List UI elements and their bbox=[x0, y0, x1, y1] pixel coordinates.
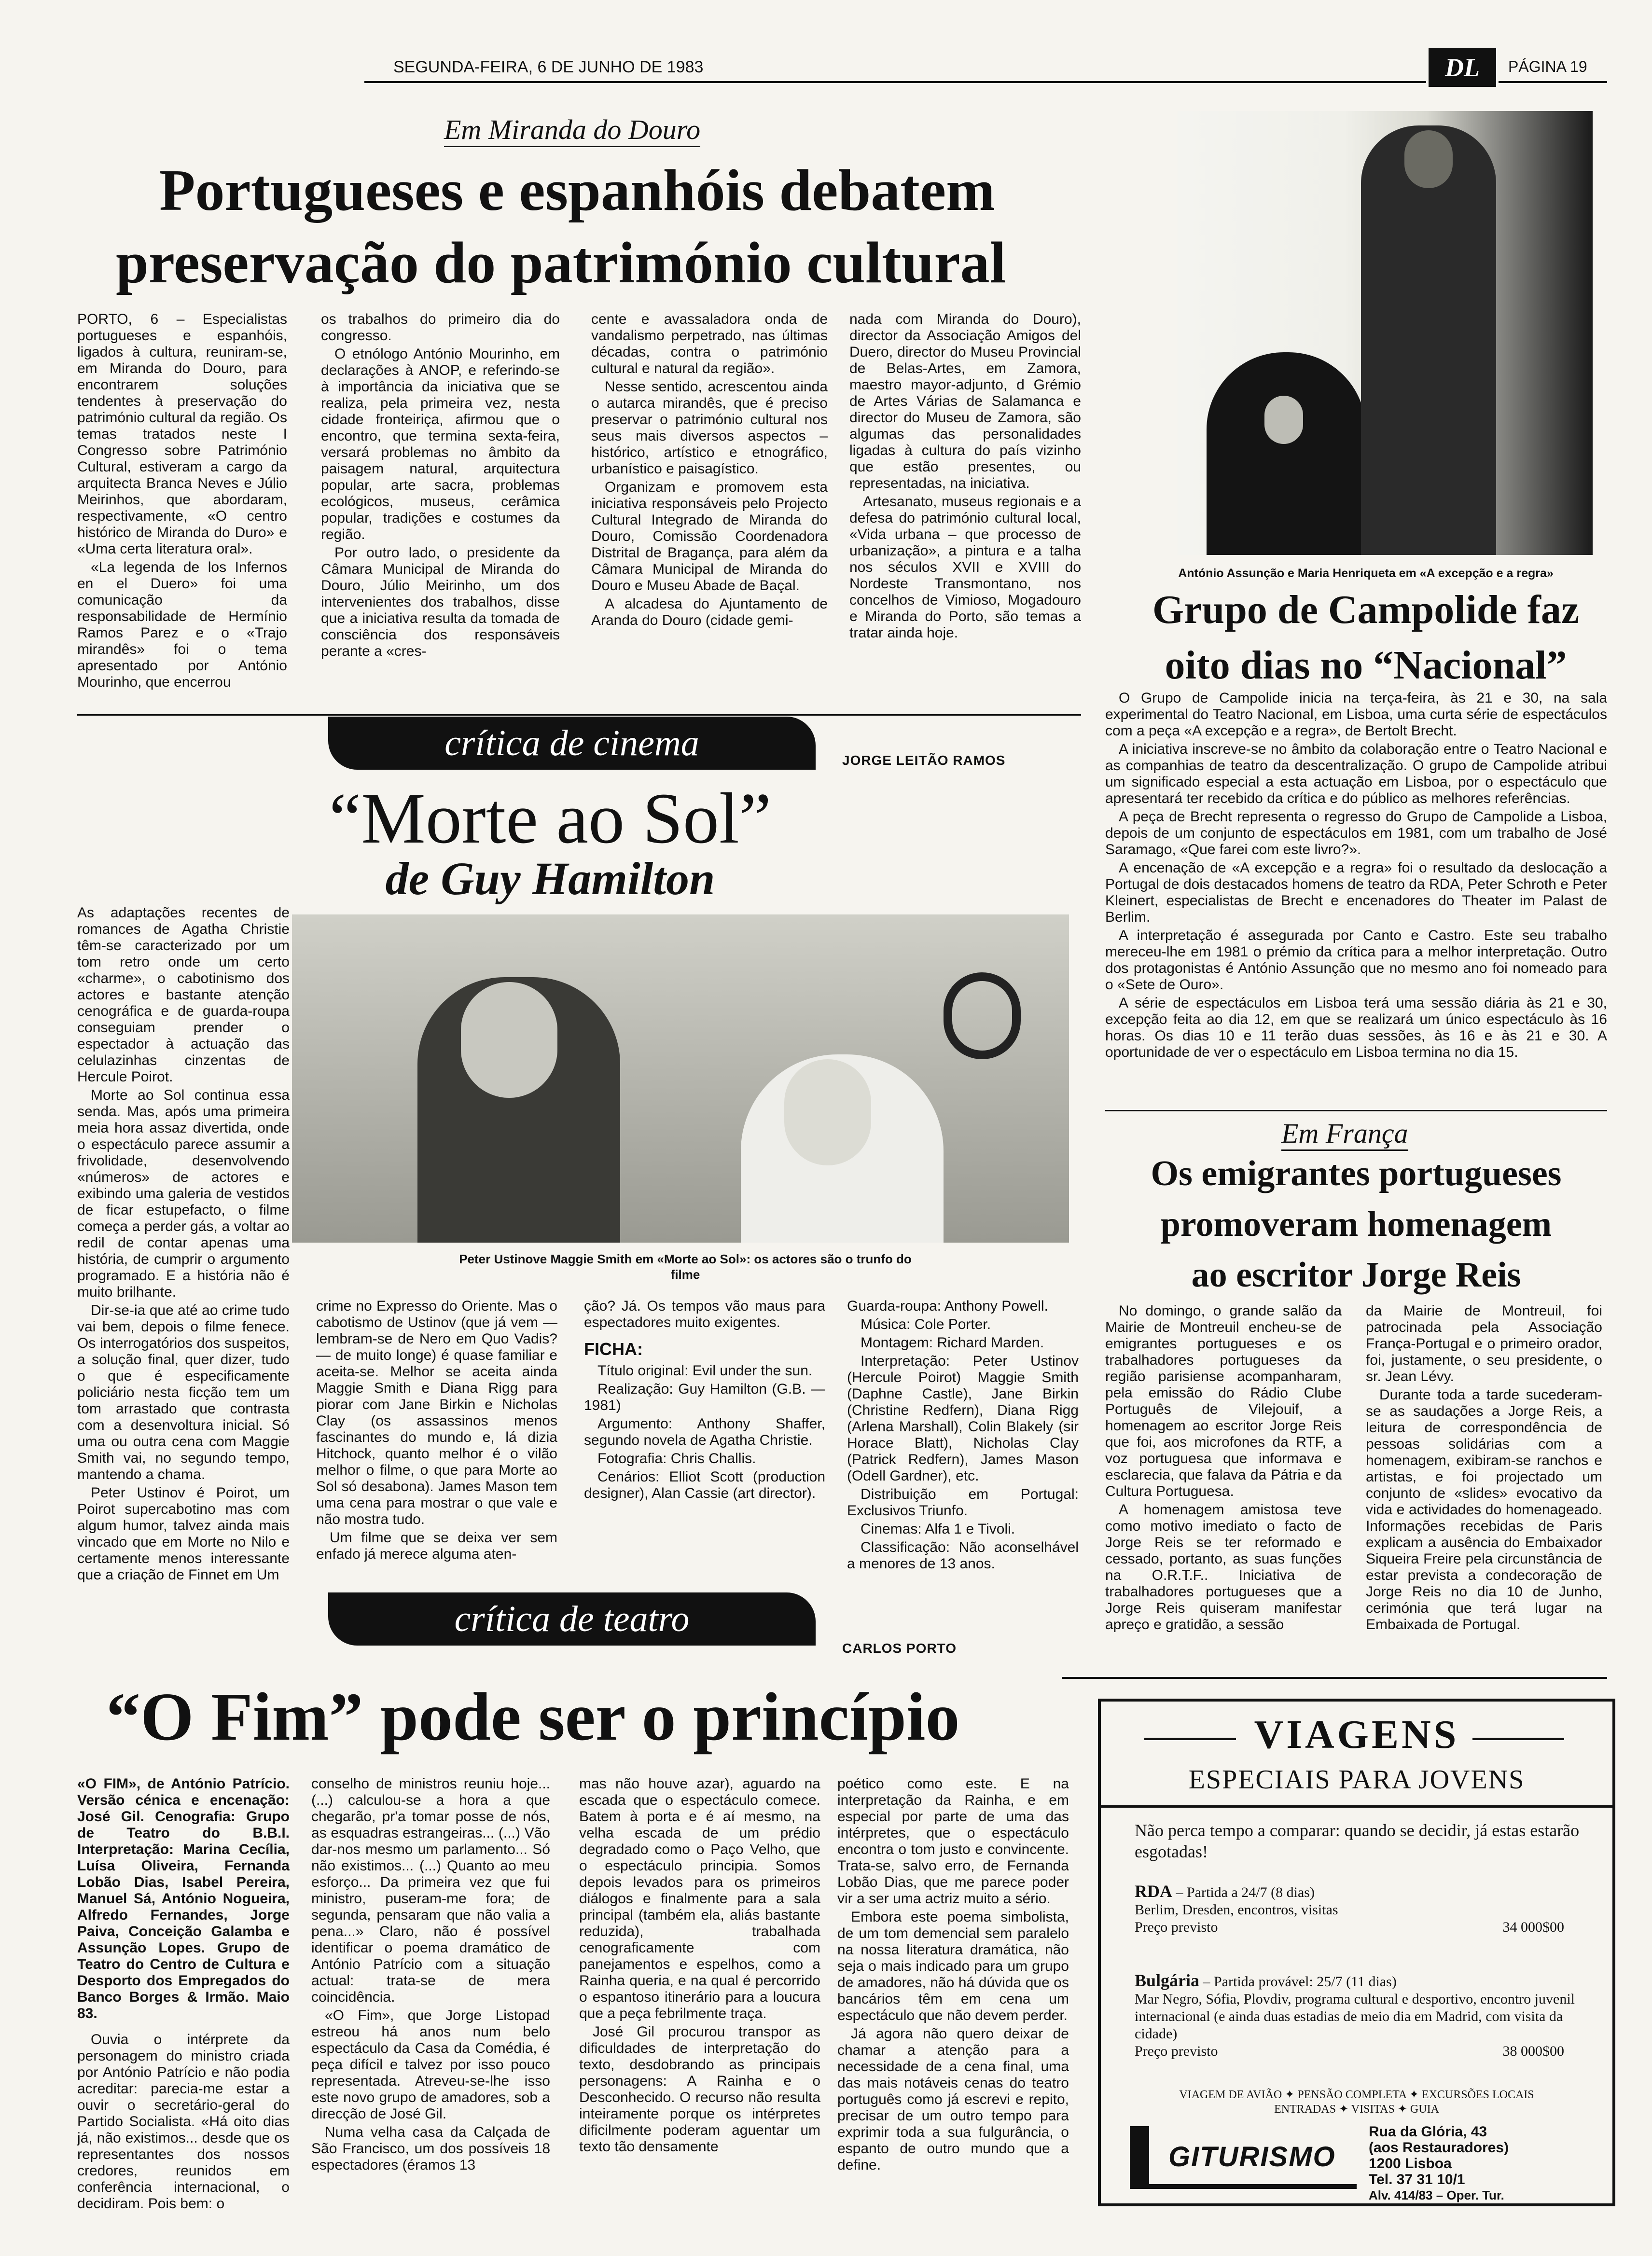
article4-title-line2: promoveram homenagem bbox=[1160, 1204, 1552, 1244]
agency-address-line: Rua da Glória, 43 bbox=[1369, 2124, 1487, 2140]
ficha-item: Argumento: Anthony Shaffer, segundo novela de Agatha Christie. bbox=[584, 1416, 825, 1448]
theatre-paragraph: Embora este poema simbolista, de um tom demencial sem paralelo na nossa literatura dramática, não seja o mais indicado para um grupo de amadores, não há dúvida que os bancários têm em cena um espectáculo que não devem perder. bbox=[837, 1909, 1069, 2023]
ad-bul-price-label: Preço previsto bbox=[1135, 2043, 1218, 2059]
cinema-paragraph: Morte ao Sol continua essa senda. Mas, após uma primeira meia hora assaz divertida, onde o espectáculo parece assumir a frivolidade, desenvolvendo «números» de actores e exibindo uma galeria de vestidos de ficar estupefacto, o filme começa a perder gás, a voltar ao redil de contar apenas uma história, de cumprir o argumento programado. E a história não é muito brilhante. bbox=[77, 1087, 290, 1300]
agency-address-line: 1200 Lisboa bbox=[1369, 2156, 1452, 2172]
ad-header-rule bbox=[1101, 1805, 1612, 1808]
ficha-item: Cinemas: Alfa 1 e Tivoli. bbox=[861, 1521, 1015, 1537]
ad-title-rule-right bbox=[1472, 1738, 1564, 1740]
agency-license: Alv. 414/83 – Oper. Tur. bbox=[1369, 2188, 1504, 2202]
article1-kicker: Em Miranda do Douro bbox=[444, 113, 700, 147]
travel-ad bbox=[1098, 1699, 1615, 2206]
theatre-paragraph: Já agora não quero deixar de chamar a atenção para a necessidade de a cena final, uma das mais notáveis cenas do teatro português como já escrevi e repito, precisar de um outro tempo para exprimir toda a sua fulgurância, o espanto de outro mundo que a define. bbox=[837, 2026, 1069, 2173]
ad-bul-price: 38 000$00 bbox=[1502, 2043, 1564, 2059]
article1-paragraph: Por outro lado, o presidente da Câmara Municipal de Miranda do Douro, Júlio Meirinho, um dos intervenientes dos trabalhos, disse que a iniciativa resulta da tomada de consciência dos responsáveis perante a «cres- bbox=[321, 545, 560, 659]
ficha-item: Cenários: Elliot Scott (production designer), Alan Cassie (art director). bbox=[584, 1469, 825, 1501]
ad-bul-line2: Mar Negro, Sófia, Plovdiv, programa cultural e desportivo, encontro juvenil internacional (e ainda duas estadias de meio dia em Madrid, com visita da cidade) bbox=[1135, 1991, 1575, 2042]
theatre-column-3 bbox=[579, 1776, 820, 2157]
cinema-paragraph: ção? Já. Os tempos vão maus para espectadores muito exigentes. bbox=[584, 1298, 825, 1330]
cinema-paragraph: Dir-se-ia que até ao crime tudo vai bem, depois o filme fenece. Os interrogatórios dos suspeitos, a solução final, quer dizer, tudo o que é especificamente policiário nesta ficção tem um tom arrastado que contrasta com a desenvoltura inicial. Só uma ou outra cena com Maggie Smith vai, no segundo tempo, mantendo a chama. bbox=[77, 1302, 290, 1482]
article1-column-2 bbox=[321, 311, 560, 662]
figure-woman bbox=[1207, 352, 1366, 555]
article4-paragraph: Durante toda a tarde sucederam-se as saudações a Jorge Reis, a leitura de correspondência de pessoas solidárias com a homenagem, exibiram-se ranchos e artistas, e foi projectado um conjunto de «slides» evocativo da vida e actividades do homenageado. Informações recebidas de Paris explicam a ausência do Embaixador Siqueira Freire pela circunstância de estar prevista a condecoração de Jorge Reis no dia 10 de Junho, cerimónia que terá lugar na Embaixada de Portugal. bbox=[1366, 1387, 1602, 1633]
figure-man-face bbox=[1404, 130, 1453, 188]
newspaper-logo: DL bbox=[1429, 48, 1496, 87]
cinema-column-1 bbox=[77, 905, 290, 1585]
theatre-paragraph: Ouvia o intérprete da personagem do ministro criada por António Patrício e não podia acreditar: parecia-me estar a ouvir o secretário-geral do Partido Socialista. «Há oito dias já, não existimos... desde que os representantes dos nossos credores, reunidos em conferência internacional, o decidiram. Pois bem: o bbox=[77, 2032, 290, 2212]
cinema-paragraph: Um filme que se deixa ver sem enfado já merece alguma aten- bbox=[316, 1530, 557, 1562]
article4-paragraph: No domingo, o grande salão da Mairie de Montreuil encheu-se de emigrantes portugueses e os trabalhadores portugueses da região parisiense acompanharam, pela emissão do Rádio Clube Português de Vilejouif, a homenagem ao escritor Jorge Reis que foi, aos microfones da RTF, a voz portuguesa que informava e esclarecia, que falava da Pátria e da Cultura Portuguesa. bbox=[1105, 1303, 1342, 1499]
theatre-photo bbox=[1178, 111, 1593, 555]
cinema-column-3 bbox=[584, 1298, 825, 1504]
ad-rda-block bbox=[1135, 1882, 1593, 1936]
cinema-byline: JORGE LEITÃO RAMOS bbox=[842, 753, 1006, 768]
ficha-item: Realização: Guy Hamilton (G.B. — 1981) bbox=[584, 1381, 825, 1413]
article2-paragraph: A peça de Brecht representa o regresso do Grupo de Campolide a Lisboa, depois de um conjunto de espectáculos em 1981, com um trabalho de José Saramago, «Que farei com este livro?». bbox=[1105, 809, 1607, 858]
ficha-item: Interpretação: Peter Ustinov (Hercule Poirot) Maggie Smith (Daphne Castle), Jane Birkin (Christine Redfern), Diana Rigg (Arlena Marshall), Colin Blakely (sir Horace Blatt), Nicholas Clay (Patrick Redfern), James Mason (Odell Gardner), etc. bbox=[847, 1353, 1079, 1484]
ad-rda-line1: – Partida a 24/7 (8 dias) bbox=[1176, 1884, 1315, 1900]
article2-paragraph: A iniciativa inscreve-se no âmbito da colaboração entre o Teatro Nacional e as companhias de teatro da descentralização. O grupo de Campolide atribui um significado especial a esta actuação em Lisboa, por o espectáculo que apresentará ter recebido da crítica e do público as melhores referências. bbox=[1105, 741, 1607, 806]
ad-title-rule-left bbox=[1144, 1738, 1236, 1740]
ad-bul-title: Bulgária bbox=[1135, 1971, 1200, 1990]
article4-paragraph: da Mairie de Montreuil, foi patrocinada pela Associação França-Portugal e o primeiro orador, foi, justamente, o seu presidente, o sr. Jean Lévy. bbox=[1366, 1303, 1602, 1384]
article1-paragraph: Organizam e promovem esta iniciativa responsáveis pelo Projecto Cultural Integrado de Miranda do Douro, Comissão Coordenadora Distrital de Bragança, para além da Câmara Municipal de Miranda do Douro e Museu Abade de Baçal. bbox=[591, 479, 828, 594]
article1-paragraph: «La legenda de los Infernos en el Duero» foi uma comunicação da responsabilidade de Hermínio Ramos Parez e o «Trajo mirandês» foi o tema apresentado por António Mourinho, que encerrou bbox=[77, 559, 287, 690]
article1-paragraph: PORTO, 6 – Especialistas portugueses e espanhóis, ligados à cultura, reuniram-se, em Miranda do Douro, para encontrarem soluções tendentes à preservação do património cultural da região. Os temas tratados neste I Congresso sobre Património Cultural, estiveram a cargo da arquitecta Branca Neves e Júlio Meirinhos, que abordaram, respectivamente, «O centro histórico de Miranda do Duro» e «Uma certa literatura oral». bbox=[77, 311, 287, 557]
article4-paragraph: A homenagem amistosa teve como motivo imediato o facto de Jorge Reis se ter reformado e cessado, portanto, as suas funções na O.R.T.F.. Iniciativa de trabalhadores portugueses que a Jorge Reis quiseram manifestar apreço e gratidão, a sessão bbox=[1105, 1502, 1342, 1633]
theatre-paragraph: conselho de ministros reuniu hoje... (...) calculou-se a hora a que chegarão, pr'a tomar posse de nós, as esquadras estrangeiras... (...) Vão dar-nos mesmo um parlamento... Só não existimos... (...) Quanto ao meu esforço... Da primeira vez que fui ministro, puseram-me fora; de segunda, pensaram que não valia a pena...» Claro, não é possível identificar o poema dramático de António Patrício com a situação actual: trata-se de mera coincidência. bbox=[311, 1776, 550, 2005]
theatre-credits: «O FIM», de António Patrício. Versão cénica e encenação: José Gil. Cenografia: Grupo de Teatro do B.B.I. Interpretação: Marina Cecília, Luísa Oliveira, Fernanda Lobão Dias, Isabel Pereira, Manuel Sá, António Nogueira, Alfredo Fernandes, Jorge Paiva, Conceição Galamba e Assunção Lopes. Grupo de Teatro do Centro de Cultura e Desporto dos Empregados do Banco Borges & Irmão. Maio 83. bbox=[77, 1776, 290, 2021]
agency-phone: Tel. 37 31 10/1 bbox=[1369, 2172, 1465, 2187]
cinema-paragraph: Peter Ustinov é Poirot, um Poirot supercabotino mas com algum humor, talvez ainda mais vincado que em Morte no Nilo e certamente menos interessante que a criação de Finnet em Um bbox=[77, 1485, 290, 1583]
article2-paragraph: O Grupo de Campolide inicia na terça-feira, às 21 e 30, na sala experimental do Teatro Nacional, em Lisboa, uma curta série de espectáculos com a peça «A excepção e a regra», de Bertolt Brecht. bbox=[1105, 690, 1607, 739]
ficha-item: Distribuição em Portugal: Exclusivos Triunfo. bbox=[847, 1486, 1079, 1519]
article4-column-1 bbox=[1105, 1303, 1342, 1635]
ad-rda-title: RDA bbox=[1135, 1882, 1172, 1901]
ad-intro: Não perca tempo a comparar: quando se decidir, já estas estarão esgotadas! bbox=[1135, 1821, 1580, 1861]
cinema-column-2 bbox=[316, 1298, 557, 1564]
theatre-paragraph: mas não houve azar), aguardo na escada que o espectáculo comece. Batem à porta e é aí mesmo, na velha escada de um prédio degradado como o Paço Velho, que o espectáculo principia. Somos depois levados para os primeiros diálogos e finalmente para a sala principal (também ela, aliás bastante reduzida), trabalhada cenograficamente com panejamentos e espelhos, como a Rainha queria, e na qual é percorrido o espantoso itinerário para a loucura que a peça febrilmente traça. bbox=[579, 1776, 820, 2021]
ficha-label: FICHA: bbox=[584, 1339, 643, 1359]
theatre-paragraph: poético como este. E na interpretação da Rainha, e em especial por parte de uma das intérpretes, que o espectáculo encontra o tom justo e convincente. Trata-se, salvo erro, de Fernanda Lobão Dias, que me parece poder vir a ser uma actriz muito a sério. bbox=[837, 1776, 1069, 1907]
ficha-item: Título original: Evil under the sun. bbox=[597, 1363, 813, 1379]
ad-title: VIAGENS bbox=[1254, 1712, 1459, 1757]
cinema-section-banner: crítica de cinema bbox=[328, 717, 816, 770]
theatre-column-2 bbox=[311, 1776, 550, 2175]
ad-rda-line2: Berlim, Dresden, encontros, visitas bbox=[1135, 1902, 1338, 1918]
article1-paragraph: os trabalhos do primeiro dia do congresso. bbox=[321, 311, 560, 344]
theatre-paragraph: José Gil procurou transpor as dificuldades de interpretação do texto, desdobrando as principais personagens: A Rainha e o Desconhecido. O recurso não resulta inteiramente porque os intérpretes dificilmente poderam aguentar um texto tão densamente bbox=[579, 2024, 820, 2155]
page-number: PÁGINA 19 bbox=[1508, 58, 1587, 75]
film-still-right-face bbox=[784, 1059, 871, 1165]
cinema-paragraph: crime no Expresso do Oriente. Mas o cabotismo de Ustinov (que já vem — lembram-se de Nero em Quo Vadis? — de muito longe) é quase familiar e aceita-se. Melhor se aceita ainda Maggie Smith e Diana Rigg para piorar com Jane Birkin e Nicholas Clay (os assassinos menos fascinantes do mundo e, lá dizia Hitchock, quanto melhor é o vilão melhor o filme, o que para Morte ao Sol só desabona). James Mason tem uma cena para mostrar o que vale e não mostra tudo. bbox=[316, 1298, 557, 1527]
theatre-section-banner: crítica de teatro bbox=[328, 1592, 816, 1646]
article1-column-4 bbox=[849, 311, 1081, 643]
figure-face bbox=[1264, 396, 1303, 444]
agency-address bbox=[1369, 2124, 1600, 2203]
theatre-column-4 bbox=[837, 1776, 1069, 2175]
article4-title-line1: Os emigrantes portugueses bbox=[1151, 1154, 1562, 1193]
article1-column-1 bbox=[77, 311, 287, 692]
header-rule-right bbox=[1499, 81, 1607, 83]
article2-title-line2: oito dias no “Nacional” bbox=[1165, 643, 1567, 688]
ad-bul-line1: – Partida provável: 25/7 (11 dias) bbox=[1203, 1974, 1397, 1990]
theatre-paragraph: «O Fim», que Jorge Listopad estreou há anos num belo espectáculo da Casa da Comédia, é peça difícil e talvez por isso pouco representada. Atreveu-se-lhe isso este novo grupo de amadores, sob a direcção de José Gil. bbox=[311, 2007, 550, 2122]
article1-bottom-rule bbox=[77, 714, 1081, 716]
agency-address-line: (aos Restauradores) bbox=[1369, 2140, 1509, 2156]
article4-bottom-rule bbox=[1062, 1677, 1607, 1679]
article1-paragraph: Artesanato, museus regionais e a defesa do património cultural local, «Vida urbana – que processo de urbanização», a pintura e a talha nos séculos XVII e XVIII do Nordeste Transmontano, nos concelhos de Vimioso, Mogadouro e Miranda do Porto, são temas a tratar ainda hoje. bbox=[849, 494, 1081, 641]
article1-title-line2: preservação do património cultural bbox=[116, 230, 1006, 295]
theatre-title: “O Fim” pode ser o princípio bbox=[106, 1678, 960, 1755]
article2-title-line1: Grupo de Campolide faz bbox=[1152, 587, 1580, 632]
article2-paragraph: A série de espectáculos em Lisboa terá uma sessão diária às 21 e 30, excepção feita ao dia 12, em que se realizará um único espectáculo às 16 horas. Os dias 10 e 11 terão duas sessões, às 16 e às 21 e 30. A oportunidade de ver o espectáculo em Lisboa termina no dia 15. bbox=[1105, 995, 1607, 1060]
cinema-paragraph: As adaptações recentes de romances de Agatha Christie têm-se caracterizado por um tom retro onde um certo «charme», o cabotinismo dos actores e bastante atenção cenográfica e de guarda-roupa conseguiam prender o espectador à actuação das celulazinhas cinzentas de Hercule Poirot. bbox=[77, 905, 290, 1085]
cinema-title: “Morte ao Sol” bbox=[329, 778, 772, 858]
article2-bottom-rule bbox=[1105, 1110, 1607, 1111]
header-rule bbox=[364, 81, 1426, 83]
article4-column-2 bbox=[1366, 1303, 1602, 1635]
ficha-item: Guarda-roupa: Anthony Powell. bbox=[847, 1298, 1048, 1314]
ad-rda-price-label: Preço previsto bbox=[1135, 1919, 1218, 1935]
article4-kicker: Em França bbox=[1281, 1117, 1408, 1151]
article4-title-line3: ao escritor Jorge Reis bbox=[1191, 1255, 1521, 1295]
theatre-photo-caption: António Assunção e Maria Henriqueta em «A excepção e a regra» bbox=[1178, 567, 1554, 580]
article2-paragraph: A interpretação é assegurada por Canto e Castro. Este seu trabalho mereceu-lhe em 1981 o prémio da crítica para a melhor interpretação. Outro dos protagonistas é António Assunção que no mesmo ano foi nomeado para o «Sete de Ouro». bbox=[1105, 927, 1607, 993]
page-date: SEGUNDA-FEIRA, 6 DE JUNHO DE 1983 bbox=[393, 58, 704, 76]
ficha-item: Classificação: Não aconselhável a menores de 13 anos. bbox=[847, 1539, 1079, 1572]
theatre-column-1 bbox=[77, 1776, 290, 2214]
ficha-item: Fotografia: Chris Challis. bbox=[597, 1451, 756, 1467]
article1-column-3 bbox=[591, 311, 828, 631]
film-still-left-face bbox=[461, 982, 557, 1098]
ficha-item: Música: Cole Porter. bbox=[861, 1316, 991, 1332]
ad-footer-line2: ENTRADAS ✦ VISITAS ✦ GUIA bbox=[1274, 2103, 1439, 2116]
article1-paragraph: nada com Miranda do Douro), director da Associação Amigos del Duero, director do Museu Provincial de Belas-Artes, em Zamora, maestro mayor-adjunto, d Grémio de Artes Várias de Salamanca e director do Museu de Zamora, são algumas das personalidades ligadas à cultura do país vizinho que estão presentes, ou representadas, na iniciativa. bbox=[849, 311, 1081, 491]
film-still-caption: Peter Ustinove Maggie Smith em «Morte ao Sol»: os actores são o trunfo do filme bbox=[459, 1252, 912, 1282]
figure-man bbox=[1361, 125, 1496, 555]
theatre-byline: CARLOS PORTO bbox=[842, 1641, 957, 1656]
cinema-column-4 bbox=[847, 1298, 1079, 1574]
article2-body bbox=[1105, 690, 1607, 1063]
ad-footer-line1: VIAGEM DE AVIÃO ✦ PENSÃO COMPLETA ✦ EXCURSÕES LOCAIS bbox=[1179, 2089, 1534, 2101]
article1-paragraph: cente e avassaladora onda de vandalismo perpetrado, nas últimas décadas, contra o património cultural e natural da região». bbox=[591, 311, 828, 376]
ad-bulgaria-block bbox=[1135, 1972, 1593, 2060]
cinema-subtitle: de Guy Hamilton bbox=[385, 853, 715, 904]
ad-rda-price: 34 000$00 bbox=[1502, 1919, 1564, 1935]
agency-logo bbox=[1130, 2126, 1357, 2189]
theatre-paragraph: Numa velha casa da Calçada de São Francisco, um dos possíveis 18 espectadores (éramos 13 bbox=[311, 2124, 550, 2173]
agency-logo-text: GITURISMO bbox=[1168, 2141, 1336, 2173]
ficha-item: Montagem: Richard Marden. bbox=[861, 1335, 1044, 1351]
film-still-photo bbox=[292, 914, 1069, 1243]
article2-paragraph: A encenação de «A excepção e a regra» foi o resultado da deslocação a Portugal de dois destacados homens de teatro da RDA, Peter Schroth e Peter Kleinert, especialistas de Brecht e encenadores do Theater im Palast de Berlim. bbox=[1105, 860, 1607, 925]
ad-subtitle: ESPECIAIS PARA JOVENS bbox=[1188, 1765, 1525, 1795]
article1-paragraph: O etnólogo António Mourinho, em declarações à ANOP, e referindo-se à importância da iniciativa que se realiza, pela primeira vez, nesta cidade fronteiriça, afirmou que o encontro, que termina sexta-feira, versará problemas no âmbito da paisagem natural, arquitectura popular, arte sacra, problemas ecológicos, museus, cerâmica popular, tradições e costumes da região. bbox=[321, 346, 560, 542]
article1-paragraph: Nesse sentido, acrescentou ainda o autarca mirandês, que é preciso preservar o património cultural nos seus mais diversos aspectos – histórico, artístico e etnográfico, urbanístico e paisagístico. bbox=[591, 379, 828, 477]
film-still-lamp bbox=[944, 972, 1021, 1059]
article1-paragraph: A alcadesa do Ajuntamento de Aranda do Douro (cidade gemi- bbox=[591, 596, 828, 628]
article1-title-line1: Portugueses e espanhóis debatem bbox=[159, 158, 995, 223]
